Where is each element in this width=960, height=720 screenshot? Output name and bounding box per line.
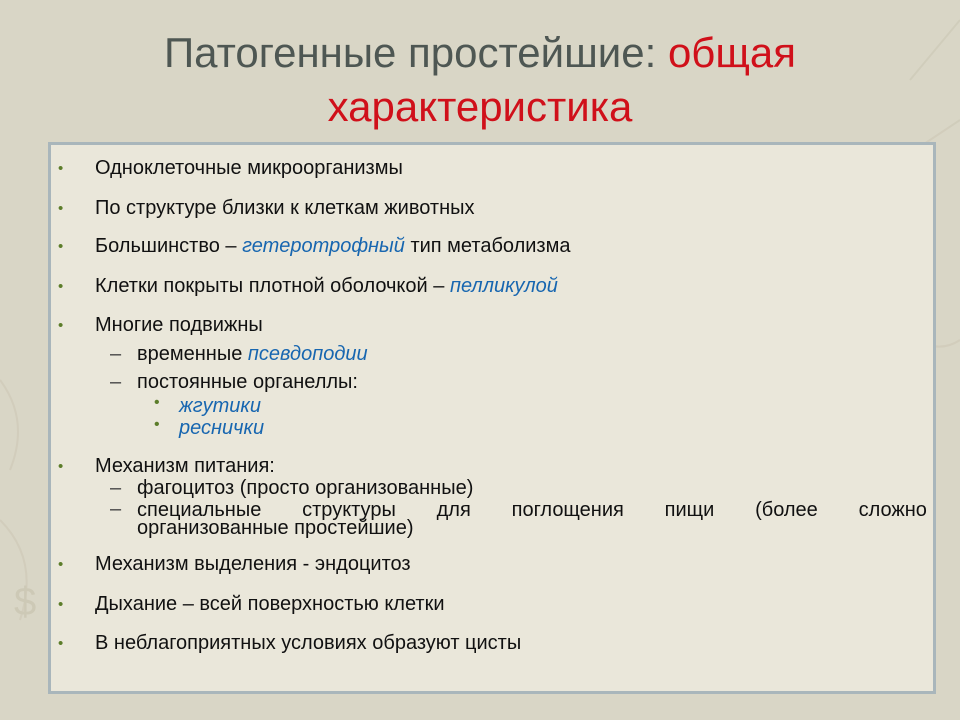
sub2-bullet-marker: •: [154, 416, 160, 433]
text-part: тип метаболизма: [404, 235, 571, 257]
bullet-marker: •: [58, 458, 64, 475]
bullet-marker: •: [58, 635, 64, 652]
sub2-item-flagella: жгутики: [179, 395, 261, 417]
sub-bullet-marker: –: [110, 371, 122, 393]
bullet-marker: •: [58, 200, 64, 217]
word: (более: [755, 499, 818, 521]
bullet-marker: •: [58, 238, 64, 255]
sub-bullet-marker: –: [110, 498, 122, 520]
sub2-item-cilia: реснички: [179, 417, 265, 439]
bullet-item-pellicle: [95, 275, 558, 298]
bullet-marker: •: [58, 556, 64, 573]
word: поглощения: [511, 499, 624, 521]
title-accent: общая: [667, 29, 797, 76]
bullet-item-cysts: В неблагоприятных условиях образуют цисты: [95, 632, 522, 654]
bullet-item-excretion: Механизм выделения - эндоцитоз: [95, 553, 411, 575]
bullet-marker: •: [58, 317, 64, 334]
sub-item-pseudopodia: [137, 343, 368, 366]
sub-bullet-marker: –: [110, 343, 122, 365]
title-text: Патогенные простейшие:: [163, 29, 668, 76]
svg-text:$: $: [14, 580, 37, 624]
slide-title: [0, 26, 960, 134]
bullet-marker: •: [58, 160, 64, 177]
word: пищи: [664, 499, 715, 521]
sub-item-special-structures-cont: организованные простейшие): [137, 517, 414, 539]
text-part: Клетки покрыты плотной оболочкой –: [95, 275, 450, 297]
highlight-term: псевдоподии: [247, 343, 368, 365]
bullet-item-respiration: Дыхание – всей поверхностью клетки: [95, 593, 445, 615]
word: структуры: [302, 499, 396, 521]
sub-item-phagocytosis: фагоцитоз (просто организованные): [137, 477, 474, 499]
sub2-bullet-marker: •: [154, 394, 160, 411]
word: специальные: [137, 499, 262, 521]
highlight-term: гетеротрофный: [242, 235, 405, 257]
bullet-item-unicellular: Одноклеточные микроорганизмы: [95, 157, 403, 179]
bullet-marker: •: [58, 278, 64, 295]
title-line-1: [0, 26, 960, 80]
sub-item-organelles: постоянные органеллы:: [137, 371, 358, 393]
word: сложно: [858, 499, 927, 521]
bullet-marker: •: [58, 596, 64, 613]
bullet-item-motility: Многие подвижны: [95, 314, 263, 336]
bullet-item-structure: По структуре близки к клеткам животных: [95, 197, 475, 219]
sub-bullet-marker: –: [110, 477, 122, 499]
highlight-term: пелликулой: [449, 275, 558, 297]
text-part: Большинство –: [95, 235, 243, 257]
title-line-2: характеристика: [327, 83, 633, 130]
text-part: временные: [137, 343, 248, 365]
word: для: [436, 499, 471, 521]
bullet-item-metabolism: [95, 235, 570, 258]
bullet-item-nutrition: Механизм питания:: [95, 455, 275, 477]
